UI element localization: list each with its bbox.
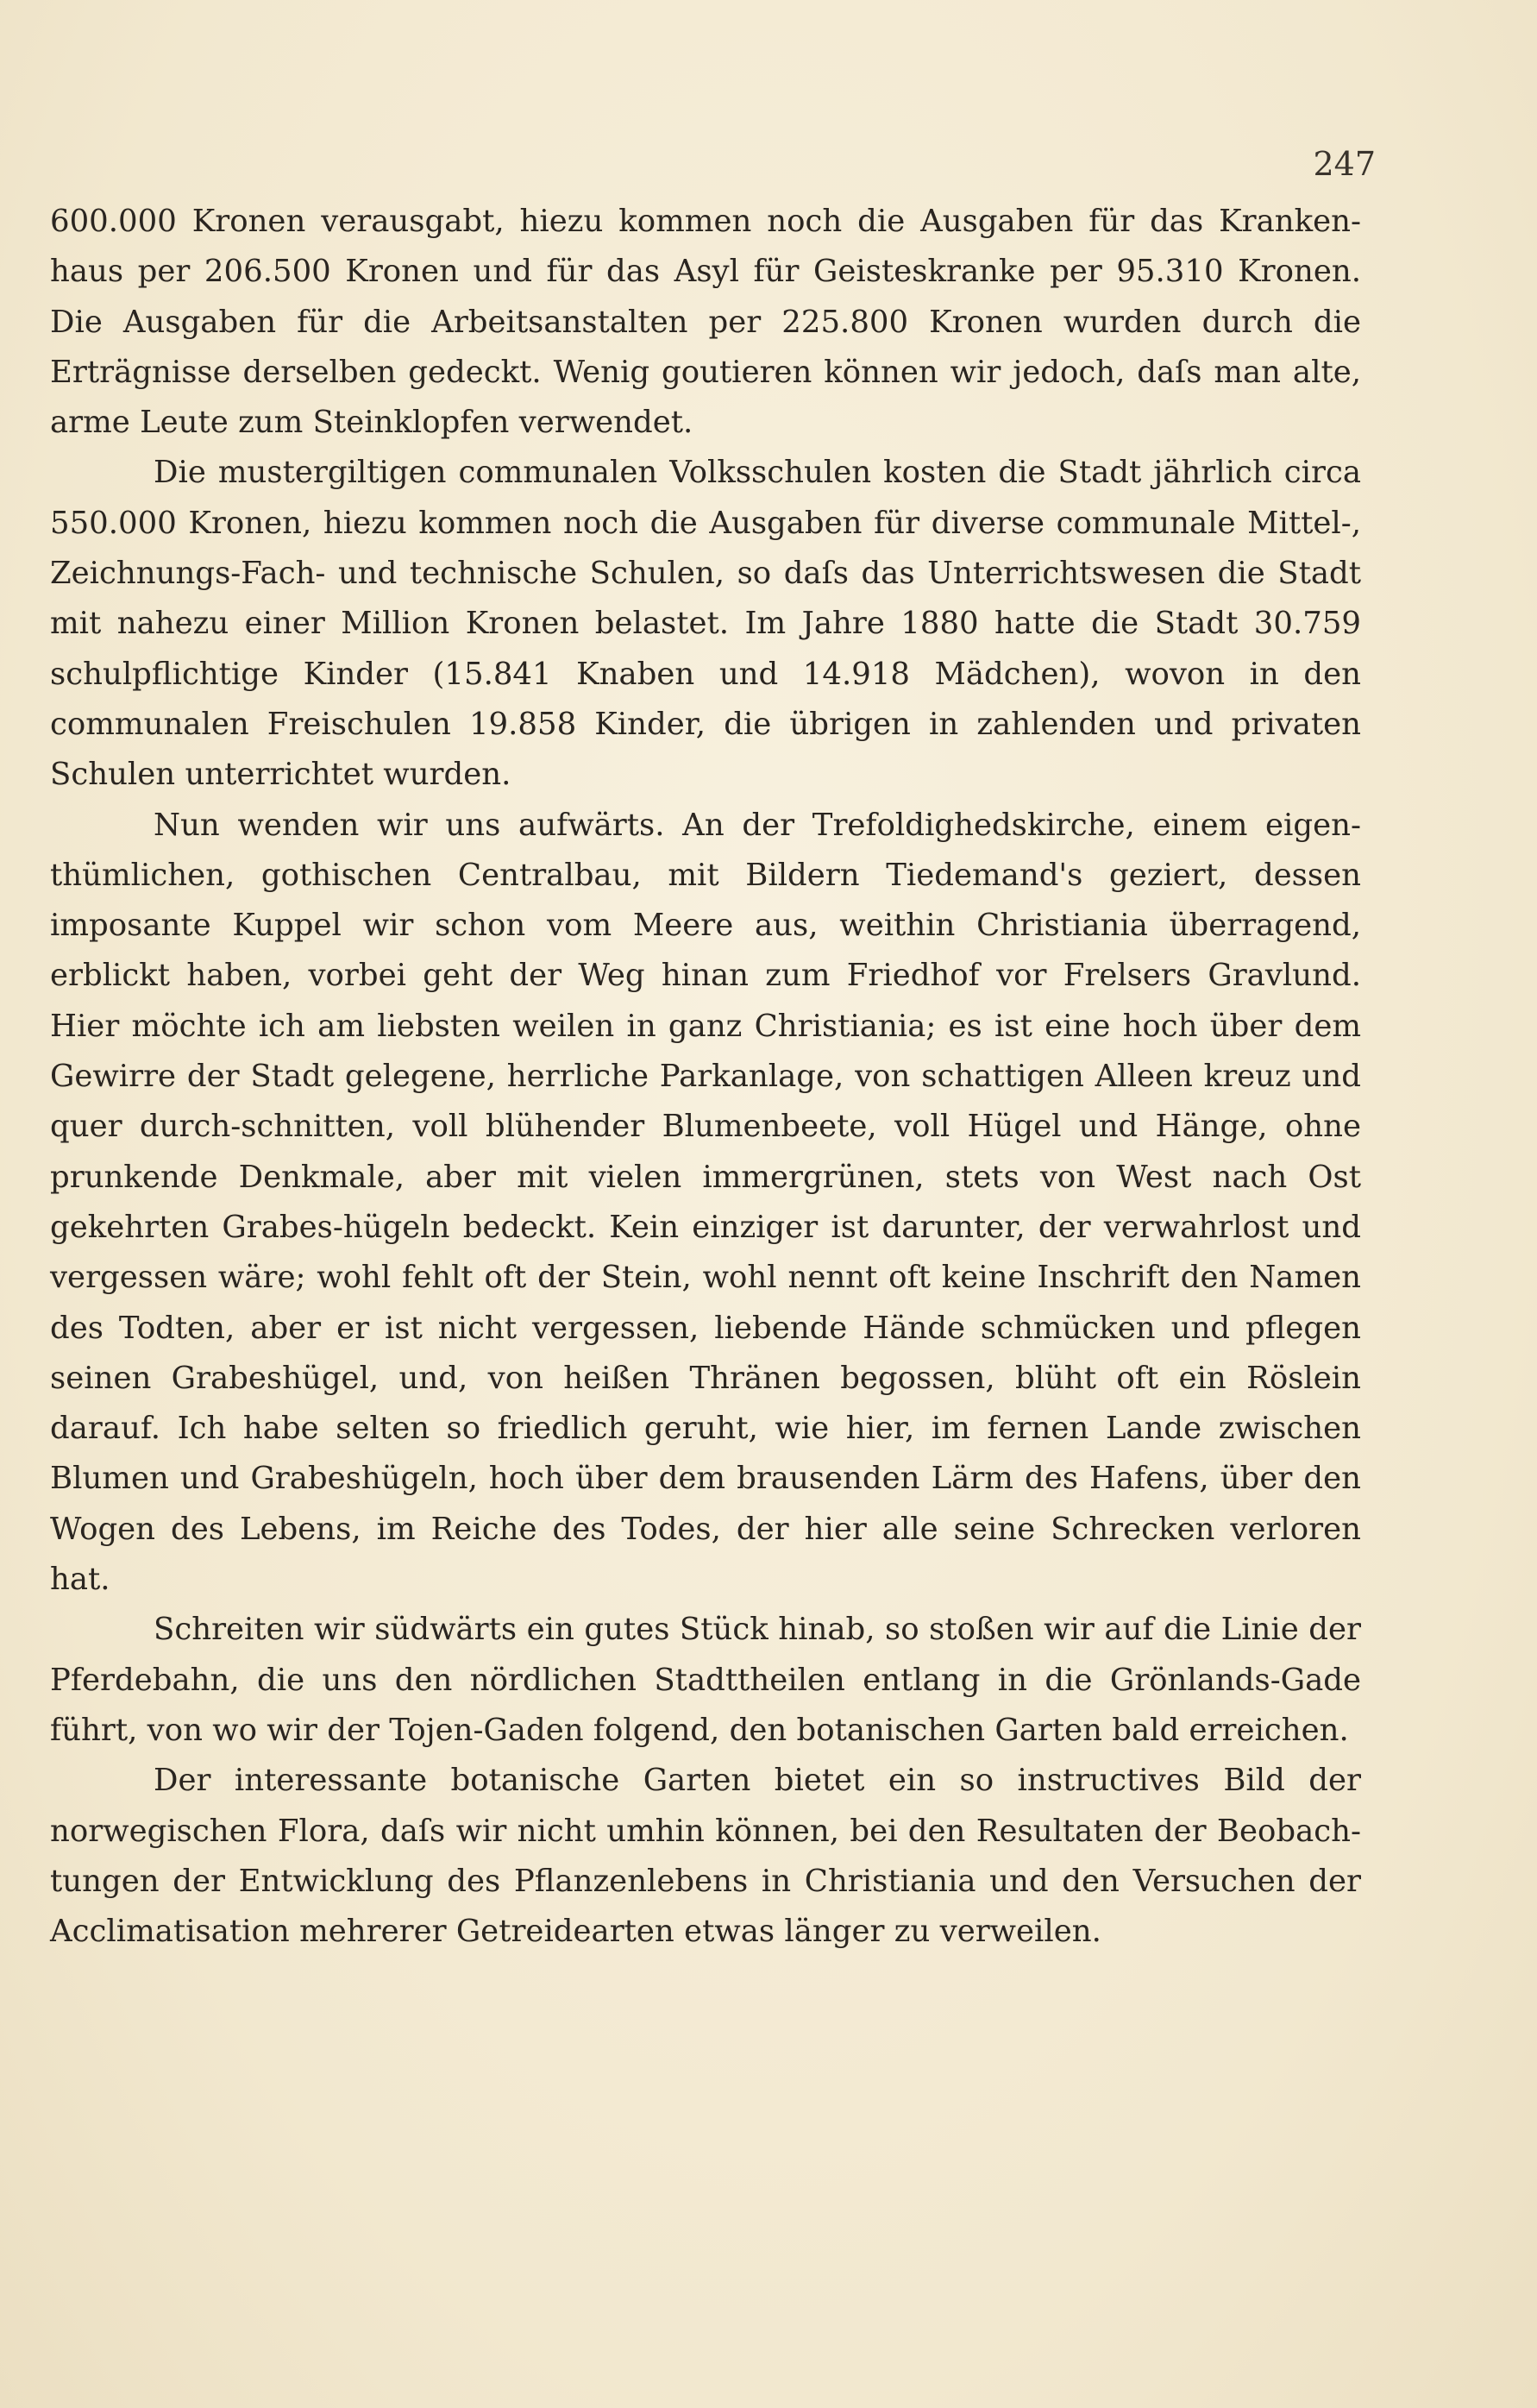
paragraph: 600.000 Kronen verausgabt, hiezu kommen noch die Ausgaben für das Kranken-haus per 206.500 Kronen und für das Asyl für Geisteskranke per 95.310 Kronen. Die Ausgaben für die Arbeitsanstalten per 225.800 Kronen wurden durch die Erträgnisse derselben gedeckt. Wenig goutieren können wir jedoch, daſs man alte, arme Leute zum Steinklopfen verwendet. xyxy=(50,204,1361,441)
paragraph: Schreiten wir südwärts ein gutes Stück hinab, so stoßen wir auf die Linie der Pferdebahn, die uns den nördlichen Stadttheilen entlang in die Grönlands-Gade führt, von wo wir der Tojen-Gaden folgend, den botanischen Garten bald erreichen. xyxy=(50,1612,1361,1748)
body-text xyxy=(50,197,1361,1957)
paragraph: Nun wenden wir uns aufwärts. An der Trefoldighedskirche, einem eigen-thümlichen, gothischen Centralbau, mit Bildern Tiedemand's geziert, dessen imposante Kuppel wir schon vom Meere aus, weithin Christiania überragend, erblickt haben, vorbei geht der Weg hinan zum Friedhof vor Frelsers Gravlund. Hier möchte ich am liebsten weilen in ganz Christiania; es ist eine hoch über dem Gewirre der Stadt gelegene, herrliche Parkanlage, von schattigen Alleen kreuz und quer durch-schnitten, voll blühender Blumenbeete, voll Hügel und Hänge, ohne prunkende Denkmale, aber mit vielen immergrünen, stets von West nach Ost gekehrten Grabes-hügeln bedeckt. Kein einziger ist darunter, der verwahrlost und vergessen wäre; wohl fehlt oft der Stein, wohl nennt oft keine Inschrift den Namen des Todten, aber er ist nicht vergessen, liebende Hände schmücken und pflegen seinen Grabeshügel, und, von heißen Thränen begossen, blüht oft ein Röslein darauf. Ich habe selten so friedlich geruht, wie hier, im fernen Lande zwischen Blumen und Grabeshügeln, hoch über dem brausenden Lärm des Hafens, über den Wogen des Lebens, im Reiche des Todes, der hier alle seine Schrecken verloren hat. xyxy=(50,807,1361,1598)
paragraph: Die mustergiltigen communalen Volksschulen kosten die Stadt jährlich circa 550.000 Kronen, hiezu kommen noch die Ausgaben für diverse communale Mittel-, Zeichnungs-Fach- und technische Schulen, so daſs das Unterrichtswesen die Stadt mit nahezu einer Million Kronen belastet. Im Jahre 1880 hatte die Stadt 30.759 schulpflichtige Kinder (15.841 Knaben und 14.918 Mädchen), wovon in den communalen Freischulen 19.858 Kinder, die übrigen in zahlenden und privaten Schulen unterrichtet wurden. xyxy=(50,455,1361,793)
paragraph: Der interessante botanische Garten bietet ein so instructives Bild der norwegischen Flora, daſs wir nicht umhin können, bei den Resultaten der Beobach-tungen der Entwicklung des Pflanzenlebens in Christiania und den Versuchen der Acclimatisation mehrerer Getreidearten etwas länger zu verweilen. xyxy=(50,1763,1361,1950)
page-number: 247 xyxy=(1313,145,1376,183)
